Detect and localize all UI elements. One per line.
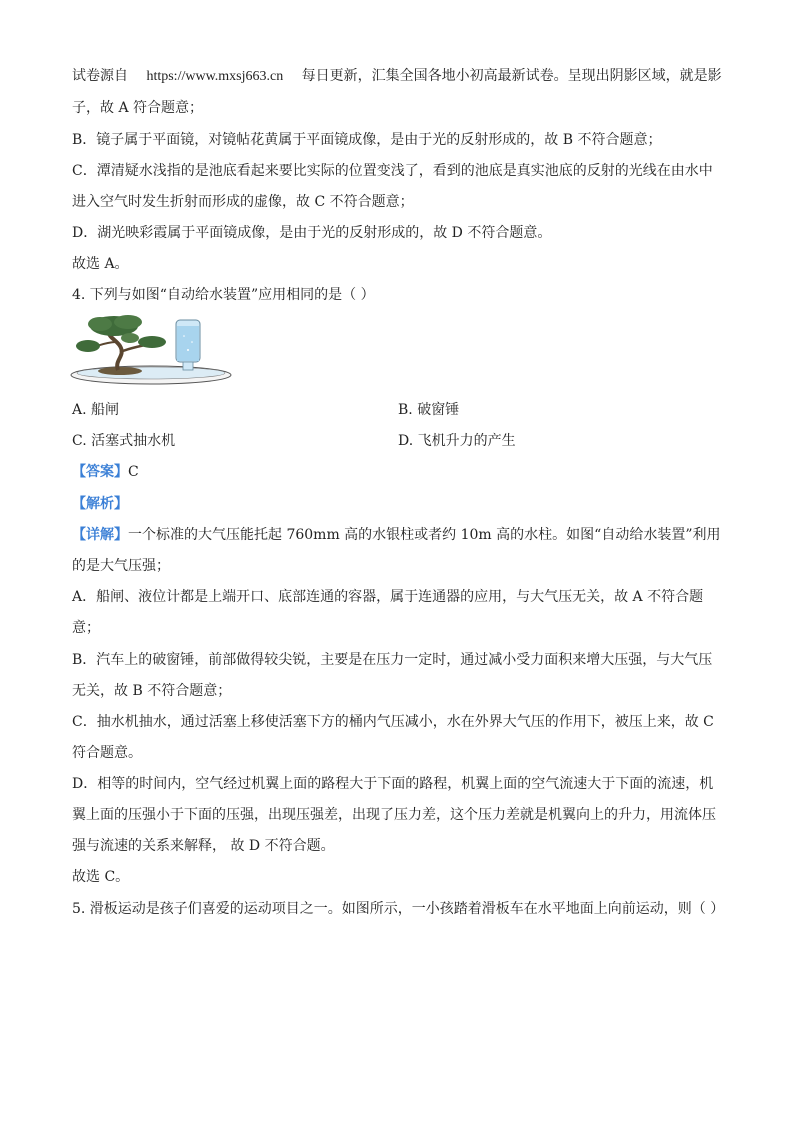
- q3-line: 进入空气时发生折射而形成的虚像，故 C 不符合题意；: [72, 194, 414, 210]
- option-b[interactable]: B. 破窗锤: [398, 402, 460, 418]
- detail-line: 的是大气压强；: [72, 558, 170, 574]
- continued-text: 呈现出阴影区域，就是影: [567, 68, 722, 84]
- detail-line: A．船闸、液位计都是上端开口、底部连通的容器，属于连通器的应用，与大气压无关，故 A 不符合题: [72, 589, 704, 605]
- answer-line: [72, 462, 722, 482]
- header-line: [72, 66, 722, 87]
- option-c[interactable]: C. 活塞式抽水机: [72, 433, 176, 449]
- q4-stem: 4. 下列与如图“自动给水装置”应用相同的是（ ）: [72, 287, 375, 303]
- q3-line: 故选 A。: [72, 256, 129, 272]
- detail-line: 故选 C。: [72, 869, 130, 885]
- detail-line: 翼上面的压强小于下面的压强，出现压强差，出现了压力差，这个压力差就是机翼向上的升力，用流体压: [72, 807, 716, 823]
- source-url[interactable]: https://www.mxsj663.cn: [146, 69, 284, 84]
- detail-text: 一个标准的大气压能托起 760mm 高的水银柱或者约 10m 高的水柱。如图“自动给水装置”利用: [128, 527, 721, 543]
- auto-water-supply-figure: [70, 312, 232, 392]
- q3-line: D．湖光映彩霞属于平面镜成像，是由于光的反射形成的，故 D 不符合题意。: [72, 225, 552, 241]
- detail-label: 【详解】: [72, 527, 128, 543]
- detail-line: C．抽水机抽水，通过活塞上移使活塞下方的桶内气压减小，水在外界大气压的作用下，被压上来，故 C: [72, 714, 714, 730]
- q3-line: B．镜子属于平面镜，对镜帖花黄属于平面镜成像，是由于光的反射形成的，故 B 不符合题意；: [72, 132, 662, 148]
- detail-line: 强与流速的关系来解释， 故 D 不符合题。: [72, 838, 335, 854]
- detail-line: D．相等的时间内，空气经过机翼上面的路程大于下面的路程，机翼上面的空气流速大于下面的流速，机: [72, 776, 714, 792]
- q3-line: 子，故 A 符合题意；: [72, 100, 204, 116]
- detail-line: 无关，故 B 不符合题意；: [72, 683, 232, 699]
- answer-value: C: [128, 464, 139, 480]
- source-label: 试卷源自: [72, 68, 128, 84]
- analysis-label: 【解析】: [72, 496, 128, 512]
- answer-label: 【答案】: [72, 464, 128, 480]
- q5-stem: 5. 滑板运动是孩子们喜爱的运动项目之一。如图所示，一小孩踏着滑板车在水平地面上向前运动，则（ ）: [72, 901, 725, 917]
- detail-line: [72, 525, 722, 545]
- q3-line: C．潭清疑水浅指的是池底看起来要比实际的位置变浅了，看到的池底是真实池底的反射的光线在由水中: [72, 163, 713, 179]
- site-tagline: 每日更新，汇集全国各地小初高最新试卷。: [301, 68, 568, 84]
- detail-line: 意；: [72, 620, 100, 636]
- option-a[interactable]: A. 船闸: [72, 402, 120, 418]
- option-d[interactable]: D. 飞机升力的产生: [398, 433, 516, 449]
- detail-line: B．汽车上的破窗锤，前部做得较尖锐，主要是在压力一定时，通过减小受力面积来增大压强，与大气压: [72, 652, 713, 668]
- detail-line: 符合题意。: [72, 745, 142, 761]
- analysis-line: [72, 494, 722, 514]
